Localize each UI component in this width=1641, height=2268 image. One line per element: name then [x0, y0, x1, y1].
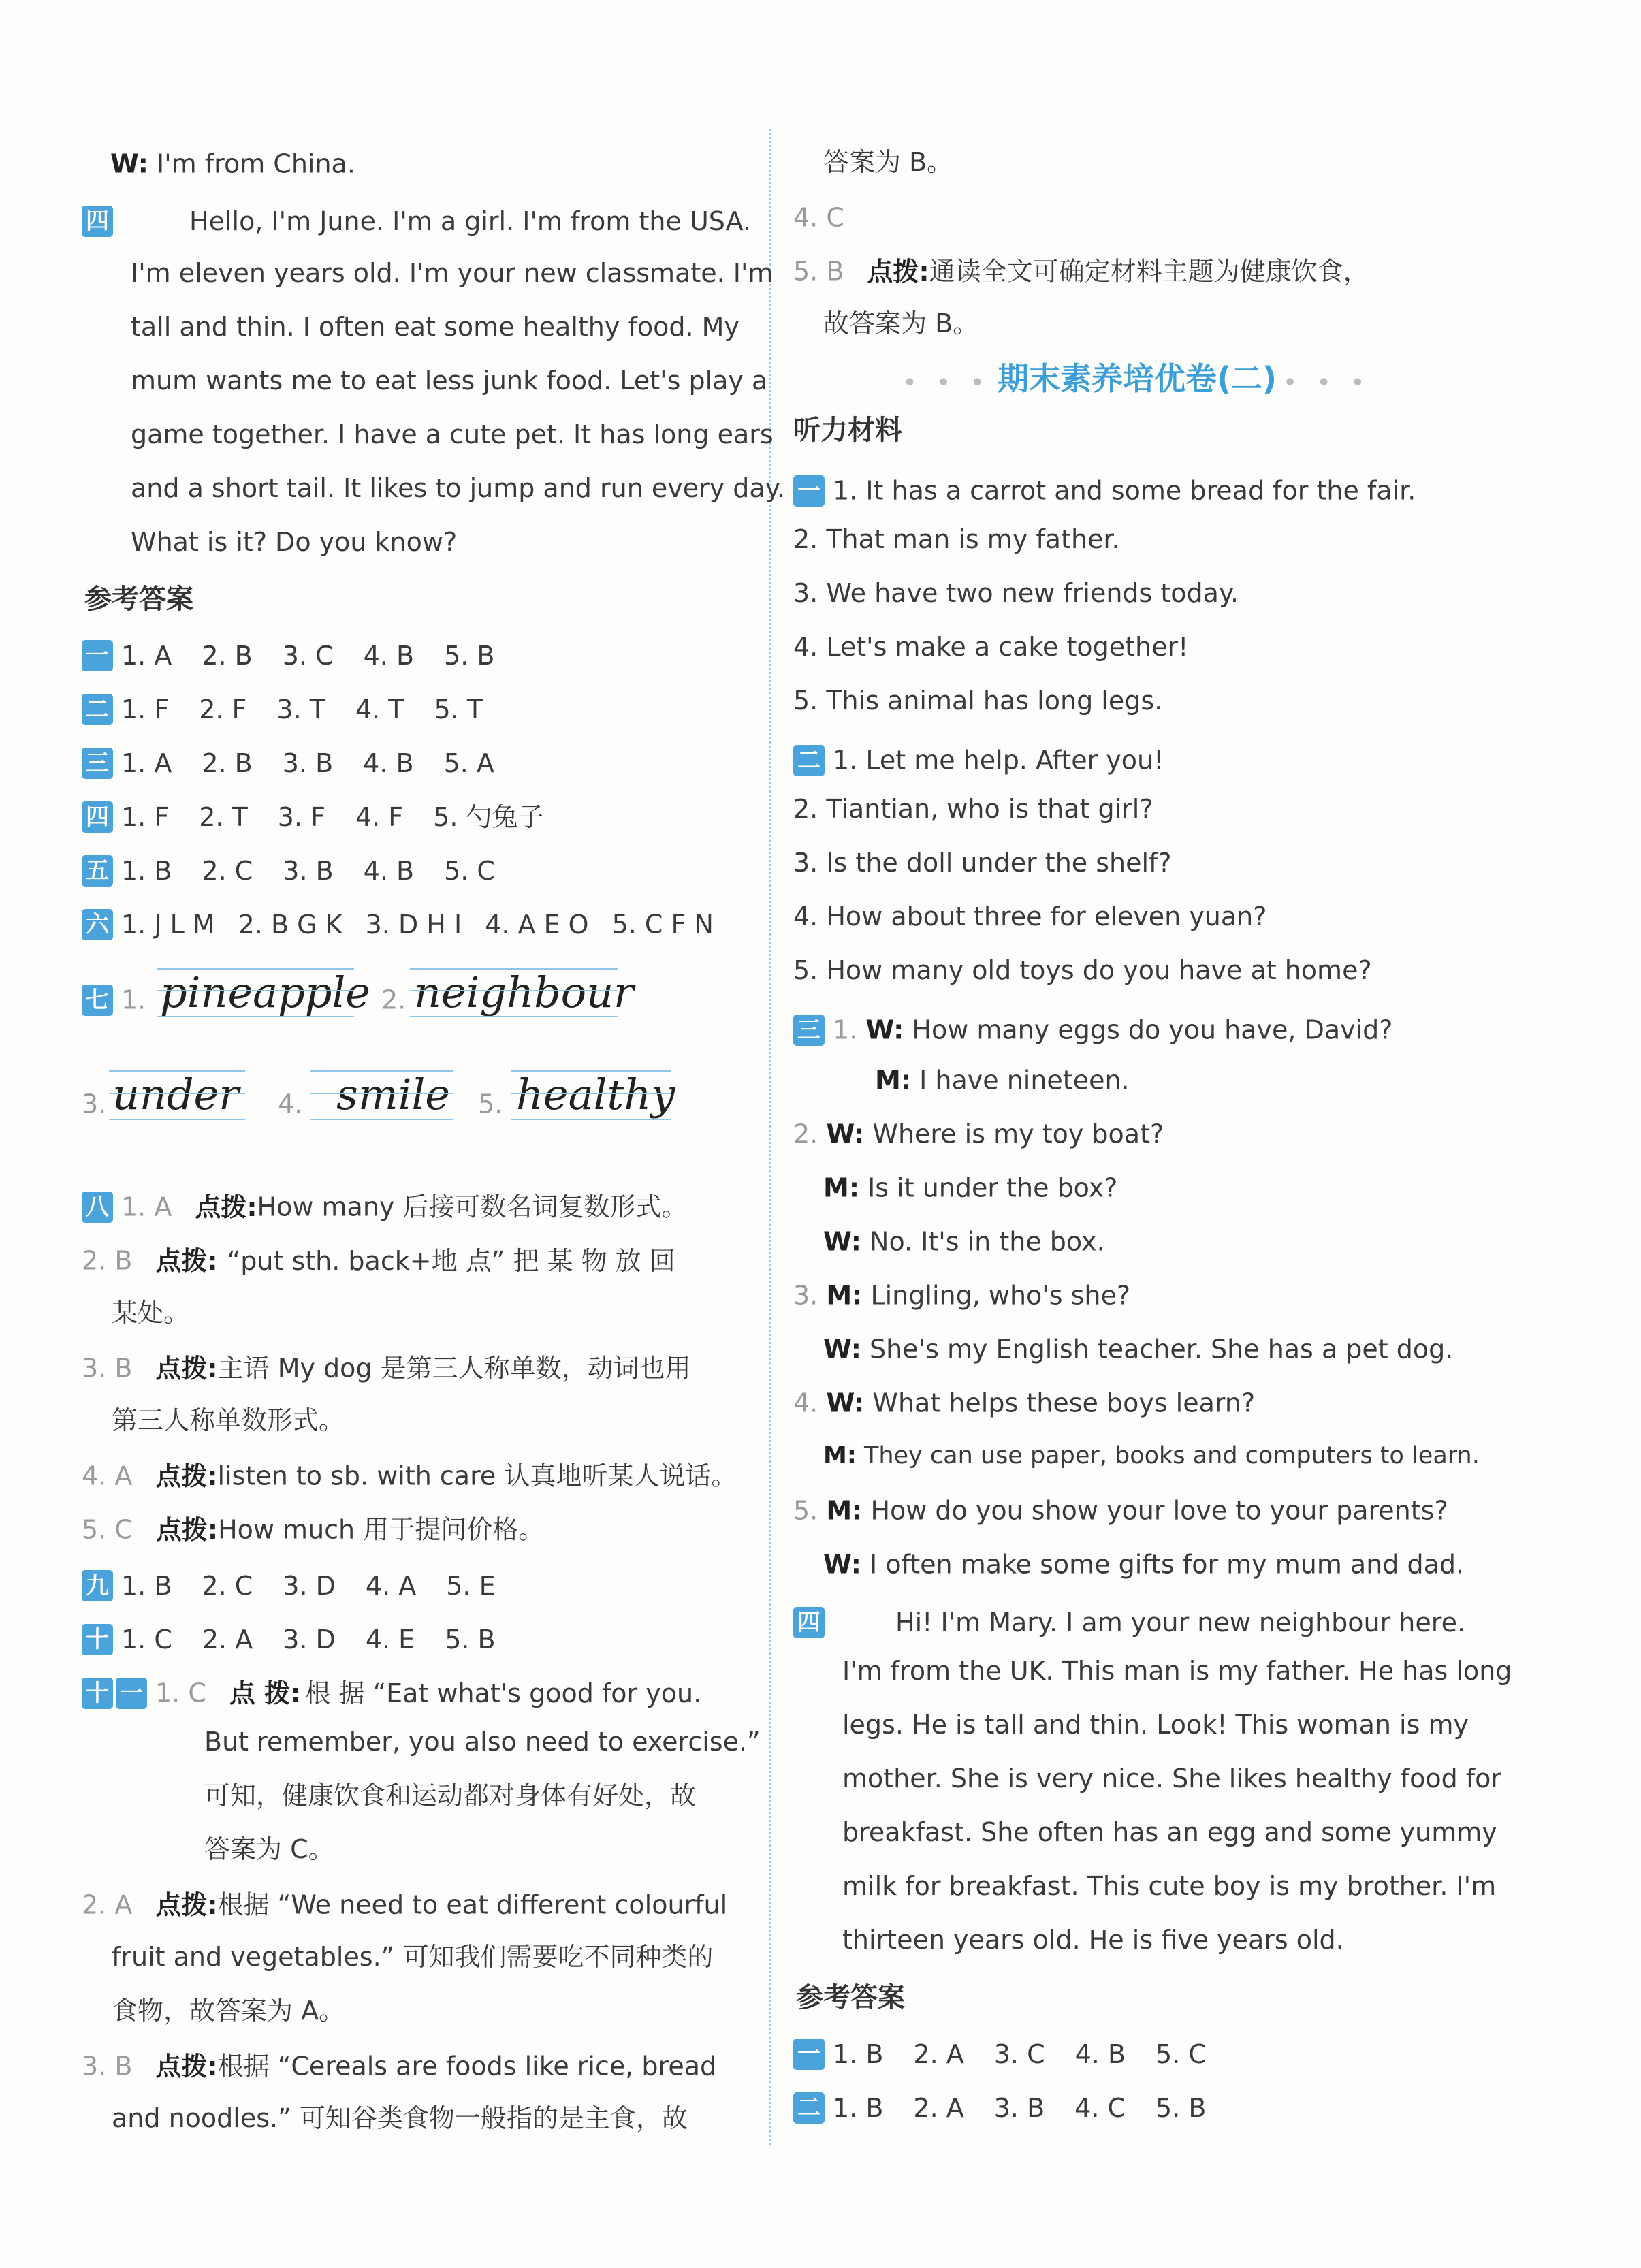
- writing-guide-line: [310, 1070, 453, 1072]
- handwriting-row: 七 1.: [82, 980, 146, 1016]
- handwritten-answer: neighbour: [414, 968, 634, 1017]
- section-badge: 七: [82, 985, 113, 1016]
- section-badge: 四: [82, 801, 113, 833]
- section-badge: 三: [82, 748, 113, 779]
- answer-row: 五 1. B 2. C 3. B 4. B 5. C: [82, 851, 525, 887]
- passage-first-line: 四 Hello, I'm June. I'm a girl. I'm from the USA.: [82, 202, 751, 237]
- writing-guide-line: [157, 968, 354, 970]
- dialogue-line: 3. M: Lingling, who's she?: [793, 1280, 1131, 1311]
- section-badge: 十: [82, 1678, 113, 1709]
- section-badge: 四: [82, 206, 113, 237]
- listening-line: 4. Let's make a cake together!: [793, 632, 1189, 662]
- answers-heading: 参考答案: [796, 1982, 905, 2013]
- passage-line: mother. She is very nice. She likes healthy food for: [842, 1763, 1502, 1793]
- explanation-line: 第三人称单数形式。: [112, 1405, 345, 1435]
- listening-heading: 听力材料: [793, 415, 902, 446]
- explanation-line: 答案为 B。: [823, 147, 953, 177]
- dialogue-line: W: I'm from China.: [110, 148, 355, 179]
- listening-line: 3. We have two new friends today.: [793, 578, 1239, 608]
- explanation-line: fruit and vegetables.” 可知我们需要吃不同种类的: [112, 1942, 714, 1972]
- writing-guide-line: [410, 968, 618, 970]
- handwriting-number: 5.: [478, 1089, 503, 1119]
- writing-guide-line: [511, 1093, 671, 1094]
- explanation-line: 2. A 点拨:根据 “We need to eat different colourful: [82, 1889, 728, 1920]
- listening-line: 2. Tiantian, who is that girl?: [793, 794, 1153, 824]
- section-badge: 三: [793, 1015, 825, 1046]
- explanation-line: 5. B 点拨:通读全文可确定材料主题为健康饮食，: [793, 256, 1369, 287]
- section-badge: 二: [793, 2092, 825, 2124]
- handwritten-answer: pineapple: [160, 968, 371, 1017]
- answers-heading: 参考答案: [84, 584, 193, 615]
- passage-line: thirteen years old. He is five years old.: [842, 1925, 1344, 1955]
- section-badge: 四: [793, 1607, 825, 1638]
- listening-line: 一 1. It has a carrot and some bread for the fair.: [793, 471, 1416, 507]
- explanation-line: 故答案为 B。: [823, 308, 979, 338]
- section-badge: 二: [82, 694, 113, 725]
- passage-line: mum wants me to eat less junk food. Let's play a: [131, 366, 768, 396]
- writing-guide-line: [109, 1093, 245, 1094]
- explanation-line: 3. B 点拨:根据 “Cereals are foods like rice, bread: [82, 2051, 717, 2081]
- listening-line: 二 1. Let me help. After you!: [793, 741, 1164, 776]
- answer-row: 六 1. J L M 2. B G K 3. D H I 4. A E O 5. C F N: [82, 905, 714, 940]
- passage-line: I'm from the UK. This man is my father. He has long: [842, 1656, 1512, 1686]
- explanation-line: 食物，故答案为 A。: [112, 1996, 345, 2026]
- passage-line: I'm eleven years old. I'm your new classmate. I'm: [131, 258, 774, 288]
- writing-guide-line: [310, 1119, 453, 1120]
- writing-guide-line: [410, 990, 618, 991]
- writing-guide-line: [157, 1016, 354, 1017]
- answer-row: 四 1. F 2. T 3. F 4. F 5. 勺兔子: [82, 797, 574, 833]
- section-badge: 一: [793, 475, 825, 507]
- explanation-line: 十 一 1. C 点 拨: 根 据 “Eat what's good for you.: [82, 1674, 701, 1709]
- explanation-line: 可知，健康饮食和运动都对身体有好处，故: [204, 1780, 697, 1810]
- explanation-line: 八 1. A 点拨:How many 后接可数名词复数形式。: [82, 1187, 687, 1223]
- dialogue-line: M: Is it under the box?: [823, 1172, 1118, 1203]
- dialogue-line: 2. W: Where is my toy boat?: [793, 1119, 1164, 1149]
- listening-line: 5. How many old toys do you have at home?: [793, 955, 1372, 985]
- passage-line: and a short tail. It likes to jump and run every day.: [131, 473, 785, 503]
- explanation-line: 3. B 点拨:主语 My dog 是第三人称单数，动词也用: [82, 1353, 691, 1384]
- section-badge: 六: [82, 909, 113, 940]
- explanation-line: 4. C: [793, 202, 844, 233]
- dialogue-line: 三 1. W: How many eggs do you have, David?: [793, 1010, 1392, 1046]
- dialogue-line: W: No. It's in the box.: [823, 1226, 1105, 1257]
- section-badge: 一: [116, 1678, 147, 1709]
- explanation-line: 某处。: [112, 1298, 190, 1328]
- answer-row: 十 1. C 2. A 3. D 4. E 5. B: [82, 1620, 526, 1655]
- writing-guide-line: [511, 1070, 671, 1072]
- section-badge: 一: [793, 2039, 825, 2070]
- dialogue-line: W: She's my English teacher. She has a pet dog.: [823, 1334, 1454, 1364]
- writing-guide-line: [157, 990, 354, 991]
- passage-line: What is it? Do you know?: [131, 527, 458, 557]
- passage-line: legs. He is tall and thin. Look! This woman is my: [842, 1710, 1469, 1740]
- section-badge: 十: [82, 1624, 113, 1655]
- section-badge: 九: [82, 1570, 113, 1601]
- dialogue-line: M: I have nineteen.: [875, 1065, 1130, 1096]
- passage-line: milk for breakfast. This cute boy is my brother. I'm: [842, 1871, 1497, 1901]
- handwriting-number: 4.: [278, 1089, 303, 1119]
- answer-row: 三 1. A 2. B 3. B 4. B 5. A: [82, 744, 524, 779]
- dialogue-line: M: They can use paper, books and computers to learn.: [823, 1442, 1480, 1469]
- listening-line: 3. Is the doll under the shelf?: [793, 848, 1172, 878]
- section-title: • • • 期末素养培优卷(二) • • •: [903, 360, 1371, 397]
- explanation-line: 答案为 C。: [204, 1834, 334, 1864]
- answer-row: 九 1. B 2. C 3. D 4. A 5. E: [82, 1566, 526, 1601]
- writing-guide-line: [511, 1119, 671, 1120]
- passage-line: game together. I have a cute pet. It has long ears: [131, 419, 774, 449]
- passage-first-line: 四 Hi! I'm Mary. I am your new neighbour here.: [793, 1603, 1465, 1638]
- handwritten-answer: under: [112, 1070, 239, 1119]
- explanation-line: 2. B 点拨: “put sth. back+地 点” 把 某 物 放 回: [82, 1245, 675, 1276]
- listening-line: 5. This animal has long legs.: [793, 686, 1163, 716]
- dialogue-line: 4. W: What helps these boys learn?: [793, 1388, 1256, 1418]
- answer-row: 二 1. B 2. A 3. B 4. C 5. B: [793, 2088, 1236, 2124]
- passage-line: tall and thin. I often eat some healthy food. My: [131, 312, 739, 342]
- writing-guide-line: [109, 1119, 245, 1120]
- handwriting-number: 3.: [82, 1089, 107, 1119]
- explanation-line: 5. C 点拨:How much 用于提问价格。: [82, 1514, 545, 1545]
- explanation-line: 4. A 点拨:listen to sb. with care 认真地听某人说话。: [82, 1460, 737, 1491]
- handwritten-answer: smile: [336, 1070, 450, 1119]
- listening-line: 4. How about three for eleven yuan?: [793, 901, 1267, 931]
- section-badge: 一: [82, 640, 113, 671]
- answer-row: 二 1. F 2. F 3. T 4. T 5. T: [82, 690, 513, 725]
- writing-guide-line: [109, 1070, 245, 1072]
- answer-row: 一 1. B 2. A 3. C 4. B 5. C: [793, 2034, 1237, 2070]
- writing-guide-line: [410, 1016, 618, 1017]
- explanation-line: But remember, you also need to exercise.”: [204, 1727, 761, 1757]
- section-badge: 五: [82, 855, 113, 887]
- answer-row: 一 1. A 2. B 3. C 4. B 5. B: [82, 636, 524, 671]
- dialogue-line: 5. M: How do you show your love to your parents?: [793, 1495, 1448, 1526]
- section-badge: 八: [82, 1192, 113, 1223]
- handwritten-answer: healthy: [516, 1070, 675, 1119]
- dialogue-line: W: I often make some gifts for my mum and dad.: [823, 1549, 1465, 1580]
- section-badge: 二: [793, 745, 825, 776]
- listening-line: 2. That man is my father.: [793, 524, 1120, 554]
- handwriting-number: 2.: [381, 985, 407, 1015]
- writing-guide-line: [310, 1093, 453, 1094]
- explanation-line: and noodles.” 可知谷类食物一般指的是主食，故: [112, 2103, 688, 2133]
- passage-line: breakfast. She often has an egg and some yummy: [842, 1817, 1497, 1847]
